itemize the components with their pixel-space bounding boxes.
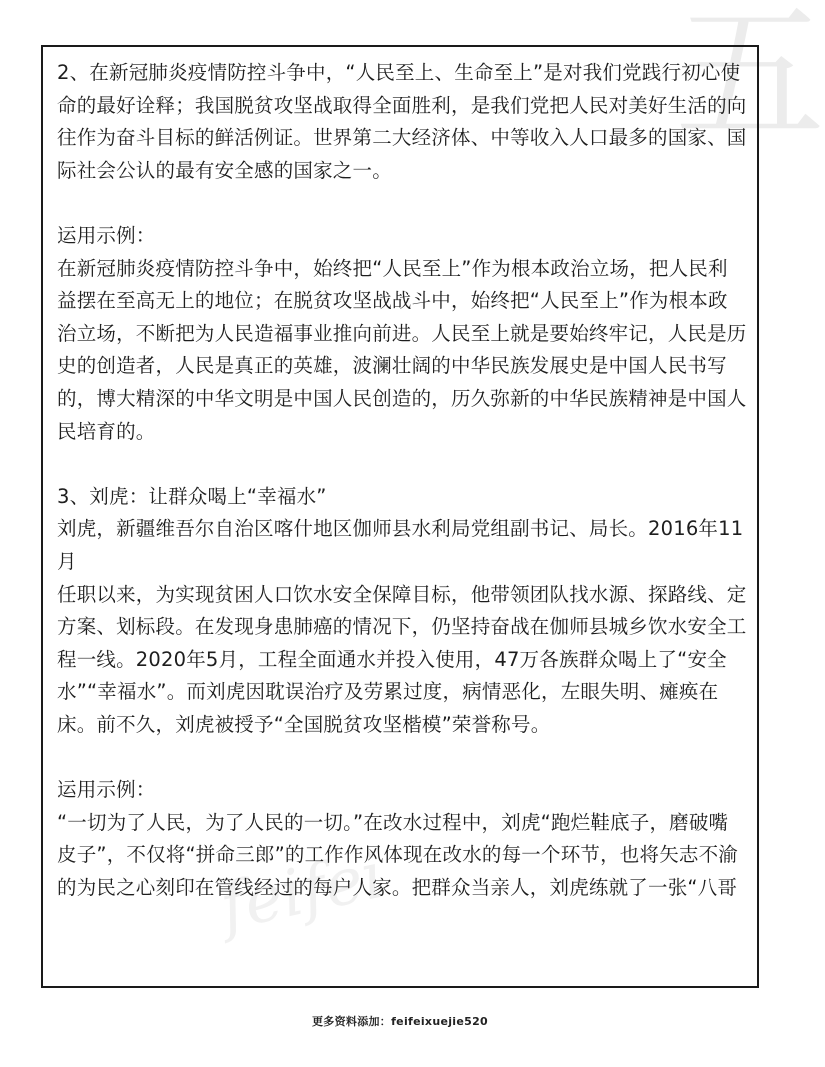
spacer [57, 741, 747, 774]
paragraph-line: 刘虎，新疆维吾尔自治区喀什地区伽师县水利局党组副书记、局长。2016年11月 [57, 517, 744, 573]
paragraph-line: 际社会公认的最有安全感的国家之一。 [57, 158, 392, 182]
paragraph-line: 程一线。2020年5月，工程全面通水并投入使用，47万各族群众喝上了“安全 [57, 647, 727, 671]
paragraph-line: 命的最好诠释；我国脱贫攻坚战取得全面胜利，是我们党把人民对美好生活的向 [57, 93, 747, 117]
paragraph-line: 2、在新冠肺炎疫情防控斗争中，“人民至上、生命至上”是对我们党践行初心使 [57, 61, 741, 84]
example-heading: 运用示例： [57, 778, 156, 802]
spacer [57, 187, 747, 220]
paragraph-line: 民培育的。 [57, 419, 156, 443]
paragraph-line: 床。前不久，刘虎被授予“全国脱贫攻坚楷模”荣誉称号。 [57, 712, 551, 736]
paragraph-line: 益摆在至高无上的地位；在脱贫攻坚战战斗中，始终把“人民至上”作为根本政 [57, 289, 728, 313]
watermark-script: feifei [214, 838, 390, 946]
document-frame [41, 45, 759, 988]
paragraph-line: 的为民之心刻印在管线经过的每户人家。把群众当亲人，刘虎练就了一张“八哥 [57, 875, 738, 899]
example-1 [57, 220, 747, 448]
paragraph-line: 皮子”，不仅将“拼命三郎”的工作作风体现在改水的每一个环节，也将矢志不渝 [57, 843, 739, 867]
footer-contact-text: 更多资料添加：feifeixuejie520 [312, 1015, 488, 1028]
document-body [57, 57, 747, 904]
section-heading: 3、刘虎：让群众喝上“幸福水” [57, 484, 327, 508]
section-2 [57, 57, 747, 187]
spacer [57, 448, 747, 481]
paragraph-line: 方案、划标段。在发现身患肺癌的情况下，仍坚持奋战在伽师县城乡饮水安全工 [57, 615, 747, 639]
paragraph-line: 在新冠肺炎疫情防控斗争中，始终把“人民至上”作为根本政治立场，把人民利 [57, 256, 728, 280]
example-2 [57, 774, 747, 904]
paragraph-line: 治立场，不断把为人民造福事业推向前进。人民至上就是要始终牢记，人民是历 [57, 321, 747, 345]
watermark-character: 五 [675, 0, 825, 162]
paragraph-line: 任职以来，为实现贫困人口饮水安全保障目标，他带领团队找水源、探路线、定 [57, 582, 747, 606]
paragraph-line: 往作为奋斗目标的鲜活例证。世界第二大经济体、中等收入人口最多的国家、国 [57, 126, 747, 150]
paragraph-line: 的，博大精深的中华文明是中国人民创造的，历久弥新的中华民族精神是中国人 [57, 386, 747, 410]
paragraph-line: 水”“幸福水”。而刘虎因耽误治疗及劳累过度，病情恶化，左眼失明、瘫痪在 [57, 680, 719, 704]
paragraph-line: 史的创造者，人民是真正的英雄，波澜壮阔的中华民族发展史是中国人民书写 [57, 354, 727, 378]
paragraph-line: “一切为了人民，为了人民的一切。”在改水过程中，刘虎“跑烂鞋底子，磨破嘴 [57, 810, 729, 834]
section-3 [57, 481, 747, 742]
example-heading: 运用示例： [57, 223, 156, 247]
